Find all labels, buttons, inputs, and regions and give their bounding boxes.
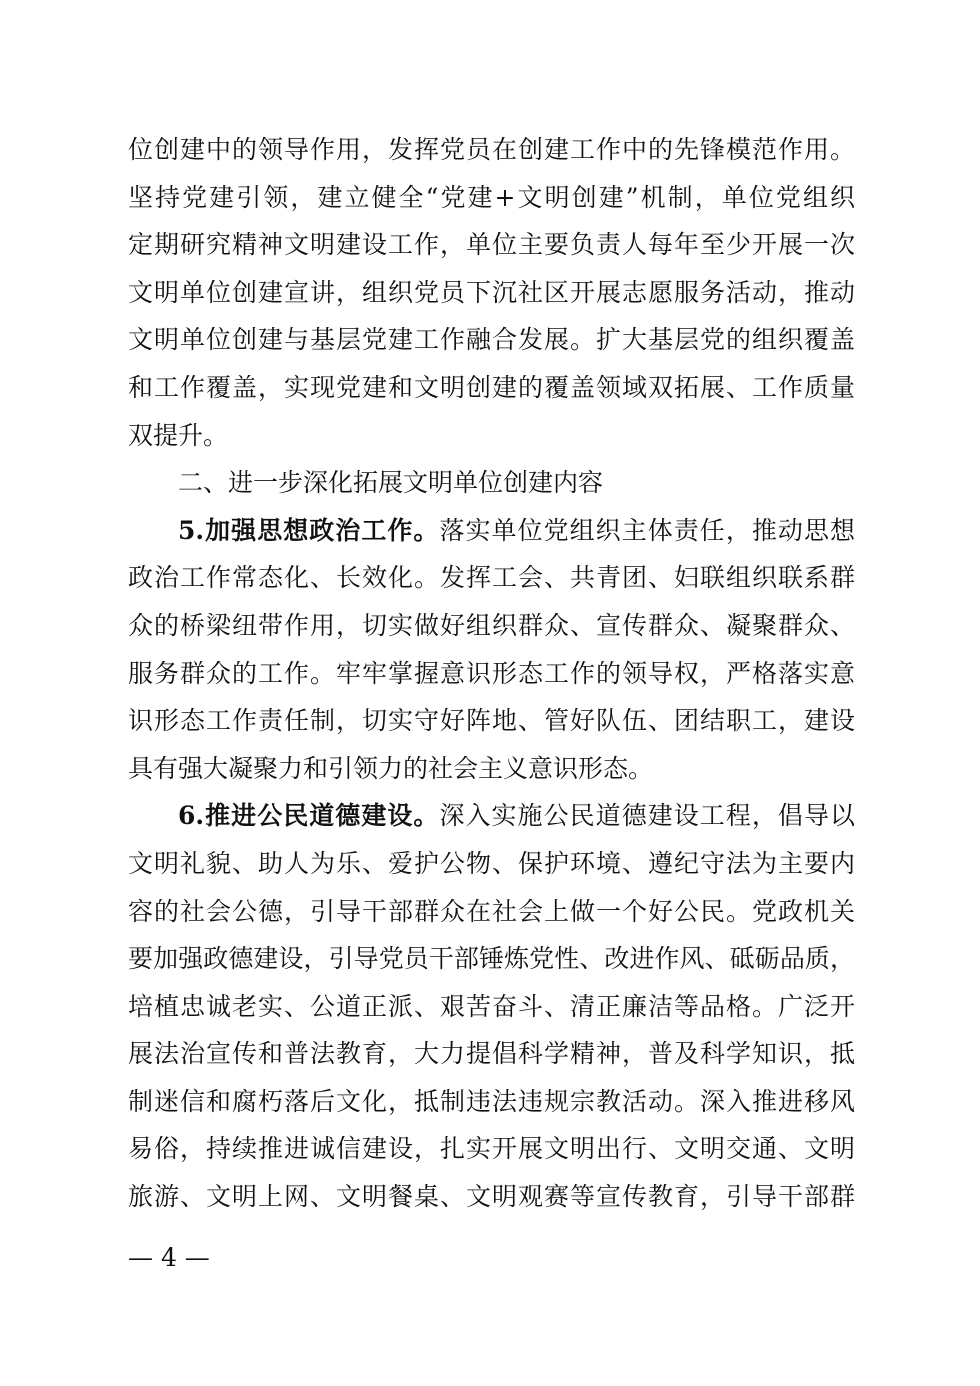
paragraph-line: 展法治宣传和普法教育，大力提倡科学精神，普及科学知识，抵	[128, 1039, 855, 1069]
item-6-first-line-text: 深入实施公民道德建设工程，倡导以	[439, 801, 855, 831]
paragraph-line: 双提升。	[128, 420, 229, 450]
paragraph-line: 位创建中的领导作用，发挥党员在创建工作中的先锋模范作用。	[128, 135, 855, 164]
item-5-first-line	[128, 507, 855, 555]
paragraph-line: 定期研究精神文明建设工作，单位主要负责人每年至少开展一次	[128, 230, 855, 260]
paragraph-line: 政治工作常态化、长效化。发挥工会、共青团、妇联组织联系群	[128, 563, 855, 593]
paragraph-line: 要加强政德建设，引导党员干部锤炼党性、改进作风、砥砺品质，	[128, 944, 855, 974]
paragraph-line: 旅游、文明上网、文明餐桌、文明观赛等宣传教育，引导干部群	[128, 1182, 855, 1212]
paragraph-line: 众的桥梁纽带作用，切实做好组织群众、宣传群众、凝聚群众、	[128, 610, 855, 640]
paragraph-line: 文明单位创建与基层党建工作融合发展。扩大基层党的组织覆盖	[128, 325, 855, 355]
paragraph-line: 易俗，持续推进诚信建设，扎实开展文明出行、文明交通、文明	[128, 1134, 855, 1164]
item-6-title: 6.推进公民道德建设。	[178, 801, 440, 831]
paragraph-line: 制迷信和腐朽落后文化，抵制违法违规宗教活动。深入推进移风	[128, 1086, 855, 1116]
item-5-first-line-text: 落实单位党组织主体责任，推动思想	[439, 515, 855, 545]
section-heading: 二、进一步深化拓展文明单位创建内容	[178, 468, 604, 498]
paragraph-line: 坚持党建引领，建立健全“党建+文明创建”机制，单位党组织	[128, 182, 855, 212]
paragraph-line: 文明单位创建宣讲，组织党员下沉社区开展志愿服务活动，推动	[128, 277, 855, 307]
paragraph-line: 和工作覆盖，实现党建和文明创建的覆盖领域双拓展、工作质量	[128, 372, 855, 402]
item-6-first-line	[128, 792, 855, 840]
body-text	[128, 126, 855, 1221]
paragraph-line: 识形态工作责任制，切实守好阵地、管好队伍、团结职工，建设	[128, 706, 855, 736]
item-5-title: 5.加强思想政治工作。	[178, 515, 440, 545]
page-number: — 4 —	[128, 1243, 210, 1272]
paragraph-line: 服务群众的工作。牢牢掌握意识形态工作的领导权，严格落实意	[128, 658, 855, 688]
paragraph-line: 容的社会公德，引导干部群众在社会上做一个好公民。党政机关	[128, 896, 855, 926]
paragraph-line: 文明礼貌、助人为乐、爱护公物、保护环境、遵纪守法为主要内	[128, 848, 855, 878]
paragraph-line: 具有强大凝聚力和引领力的社会主义意识形态。	[128, 753, 654, 783]
paragraph-line: 培植忠诚老实、公道正派、艰苦奋斗、清正廉洁等品格。广泛开	[128, 991, 855, 1021]
